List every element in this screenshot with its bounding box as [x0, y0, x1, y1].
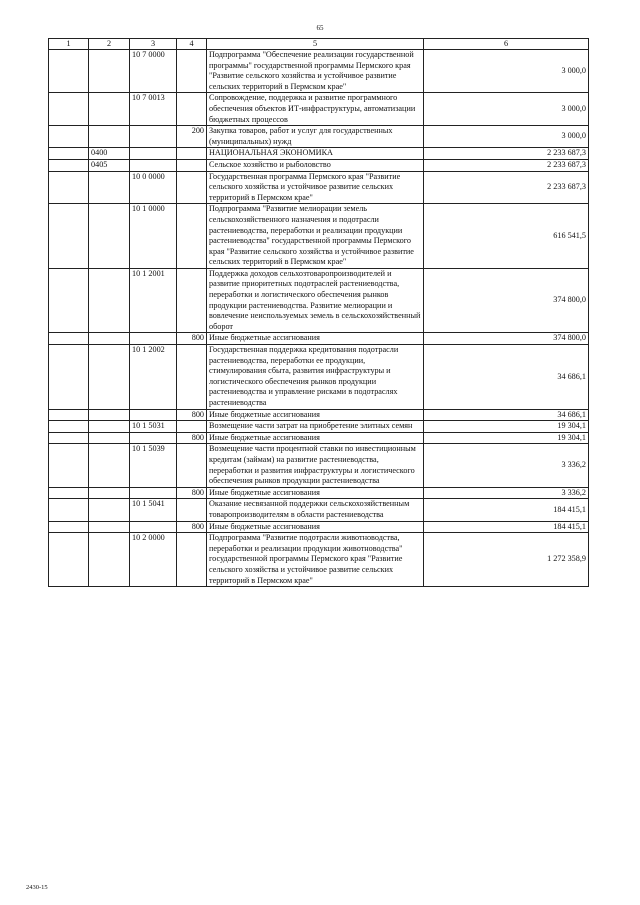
expense-type-cell: [177, 444, 207, 487]
subsection-code-cell: [89, 333, 130, 345]
section-cell: [49, 333, 89, 345]
table-row: [49, 148, 589, 160]
table-row: [49, 409, 589, 421]
expense-type-cell: 800: [177, 409, 207, 421]
target-article-cell: 10 7 0000: [130, 50, 177, 93]
target-article-cell: 10 1 5031: [130, 421, 177, 433]
description-cell: Сопровождение, поддержка и развитие программного обеспечения объектов ИТ-инфраструктуры, автоматизации бюджетных процессов: [207, 93, 424, 126]
amount-cell: 2 233 687,3: [424, 171, 589, 204]
footer-document-code: 2430-15: [26, 884, 48, 891]
subsection-code-cell: [89, 444, 130, 487]
table-row: [49, 533, 589, 587]
table-row: [49, 268, 589, 333]
expense-type-cell: [177, 93, 207, 126]
description-cell: Возмещение части процентной ставки по инвестиционным кредитам (займам) на развитие растениеводства, переработки и развития инфраструктуры и логистического обеспечения рынков продукции растениеводства: [207, 444, 424, 487]
description-cell: Государственная программа Пермского края "Развитие сельского хозяйства и устойчивое развитие сельских территорий в Пермском крае": [207, 171, 424, 204]
description-cell: Оказание несвязанной поддержки сельскохозяйственным товаропроизводителям в области растениеводства: [207, 499, 424, 521]
section-cell: [49, 171, 89, 204]
header-col-5: 5: [207, 39, 424, 50]
description-cell: Государственная поддержка кредитования подотрасли растениеводства, переработки ее продукции, стимулирования сбыта, развития инфраструктуры и логистического обеспечения рынков продукции растениеводства и управление рисками в подотраслях растениеводства: [207, 345, 424, 410]
table-row: [49, 126, 589, 148]
header-col-3: 3: [130, 39, 177, 50]
header-col-4: 4: [177, 39, 207, 50]
table-row: [49, 345, 589, 410]
amount-cell: 616 541,5: [424, 204, 589, 269]
target-article-cell: [130, 148, 177, 160]
section-cell: [49, 345, 89, 410]
target-article-cell: 10 1 5039: [130, 444, 177, 487]
target-article-cell: [130, 487, 177, 499]
target-article-cell: 10 1 2001: [130, 268, 177, 333]
subsection-code-cell: [89, 204, 130, 269]
subsection-code-cell: 0400: [89, 148, 130, 160]
subsection-code-cell: [89, 409, 130, 421]
target-article-cell: 10 2 0000: [130, 533, 177, 587]
expense-type-cell: [177, 171, 207, 204]
amount-cell: 184 415,1: [424, 521, 589, 533]
section-cell: [49, 421, 89, 433]
expense-type-cell: [177, 533, 207, 587]
subsection-code-cell: [89, 499, 130, 521]
target-article-cell: [130, 126, 177, 148]
target-article-cell: 10 0 0000: [130, 171, 177, 204]
subsection-code-cell: [89, 345, 130, 410]
target-article-cell: [130, 159, 177, 171]
table-row: [49, 487, 589, 499]
description-cell: Иные бюджетные ассигнования: [207, 432, 424, 444]
expense-type-cell: 200: [177, 126, 207, 148]
target-article-cell: 10 7 0013: [130, 93, 177, 126]
amount-cell: 34 686,1: [424, 345, 589, 410]
budget-table: [48, 38, 589, 587]
section-cell: [49, 533, 89, 587]
description-cell: Иные бюджетные ассигнования: [207, 409, 424, 421]
section-cell: [49, 148, 89, 160]
description-cell: НАЦИОНАЛЬНАЯ ЭКОНОМИКА: [207, 148, 424, 160]
table-header-row: [49, 39, 589, 50]
expense-type-cell: [177, 345, 207, 410]
target-article-cell: [130, 521, 177, 533]
section-cell: [49, 432, 89, 444]
target-article-cell: 10 1 0000: [130, 204, 177, 269]
amount-cell: 3 000,0: [424, 126, 589, 148]
target-article-cell: 10 1 2002: [130, 345, 177, 410]
subsection-code-cell: [89, 171, 130, 204]
amount-cell: 374 800,0: [424, 333, 589, 345]
amount-cell: 1 272 358,9: [424, 533, 589, 587]
section-cell: [49, 409, 89, 421]
table-row: [49, 204, 589, 269]
description-cell: Иные бюджетные ассигнования: [207, 521, 424, 533]
description-cell: Закупка товаров, работ и услуг для государственных (муниципальных) нужд: [207, 126, 424, 148]
section-cell: [49, 50, 89, 93]
target-article-cell: [130, 432, 177, 444]
expense-type-cell: 800: [177, 521, 207, 533]
section-cell: [49, 204, 89, 269]
expense-type-cell: [177, 268, 207, 333]
subsection-code-cell: [89, 268, 130, 333]
expense-type-cell: [177, 499, 207, 521]
description-cell: Иные бюджетные ассигнования: [207, 487, 424, 499]
section-cell: [49, 93, 89, 126]
subsection-code-cell: 0405: [89, 159, 130, 171]
subsection-code-cell: [89, 521, 130, 533]
budget-table-body: [49, 39, 589, 587]
table-row: [49, 333, 589, 345]
subsection-code-cell: [89, 50, 130, 93]
amount-cell: 3 336,2: [424, 444, 589, 487]
expense-type-cell: 800: [177, 333, 207, 345]
table-row: [49, 171, 589, 204]
description-cell: Подпрограмма "Обеспечение реализации государственной программы" государственной программы Пермского края "Развитие сельского хозяйства и устойчивое развитие сельских территорий в Пермском крае": [207, 50, 424, 93]
expense-type-cell: 800: [177, 432, 207, 444]
table-row: [49, 93, 589, 126]
expense-type-cell: [177, 159, 207, 171]
amount-cell: 19 304,1: [424, 421, 589, 433]
section-cell: [49, 268, 89, 333]
subsection-code-cell: [89, 421, 130, 433]
target-article-cell: [130, 409, 177, 421]
header-col-1: 1: [49, 39, 89, 50]
section-cell: [49, 487, 89, 499]
table-row: [49, 159, 589, 171]
description-cell: Возмещение части затрат на приобретение элитных семян: [207, 421, 424, 433]
expense-type-cell: [177, 204, 207, 269]
amount-cell: 3 336,2: [424, 487, 589, 499]
section-cell: [49, 126, 89, 148]
section-cell: [49, 159, 89, 171]
table-row: [49, 50, 589, 93]
page-number: 65: [316, 24, 324, 32]
target-article-cell: 10 1 5041: [130, 499, 177, 521]
target-article-cell: [130, 333, 177, 345]
amount-cell: 184 415,1: [424, 499, 589, 521]
table-row: [49, 421, 589, 433]
table-row: [49, 444, 589, 487]
amount-cell: 2 233 687,3: [424, 148, 589, 160]
amount-cell: 374 800,0: [424, 268, 589, 333]
expense-type-cell: [177, 50, 207, 93]
section-cell: [49, 521, 89, 533]
expense-type-cell: 800: [177, 487, 207, 499]
expense-type-cell: [177, 421, 207, 433]
subsection-code-cell: [89, 432, 130, 444]
subsection-code-cell: [89, 487, 130, 499]
amount-cell: 19 304,1: [424, 432, 589, 444]
amount-cell: 3 000,0: [424, 93, 589, 126]
header-col-2: 2: [89, 39, 130, 50]
description-cell: Иные бюджетные ассигнования: [207, 333, 424, 345]
subsection-code-cell: [89, 533, 130, 587]
table-row: [49, 499, 589, 521]
section-cell: [49, 444, 89, 487]
subsection-code-cell: [89, 93, 130, 126]
description-cell: Подпрограмма "Развитие подотрасли животноводства, переработки и реализации продукции животноводства" государственной программы Пермского края "Развитие сельского хозяйства и устойчивое развитие сельских территорий в Пермском крае": [207, 533, 424, 587]
section-cell: [49, 499, 89, 521]
description-cell: Подпрограмма "Развитие мелиорации земель сельскохозяйственного назначения и подотрасли растениеводства, переработки и реализации продукции растениеводства" государственной программы Пермского края "Развитие сельского хозяйства и устойчивое развитие сельских территорий в Пермском крае": [207, 204, 424, 269]
expense-type-cell: [177, 148, 207, 160]
header-col-6: 6: [424, 39, 589, 50]
description-cell: Поддержка доходов сельхозтоваропроизводителей и развитие приоритетных подотраслей растениеводства, переработки и логистического обеспечения рынков продукции растениеводства. Развитие мелиорации и вовлечение неиспользуемых земель в сельскохозяйственный оборот: [207, 268, 424, 333]
amount-cell: 2 233 687,3: [424, 159, 589, 171]
table-row: [49, 521, 589, 533]
table-row: [49, 432, 589, 444]
amount-cell: 34 686,1: [424, 409, 589, 421]
description-cell: Сельское хозяйство и рыболовство: [207, 159, 424, 171]
amount-cell: 3 000,0: [424, 50, 589, 93]
subsection-code-cell: [89, 126, 130, 148]
